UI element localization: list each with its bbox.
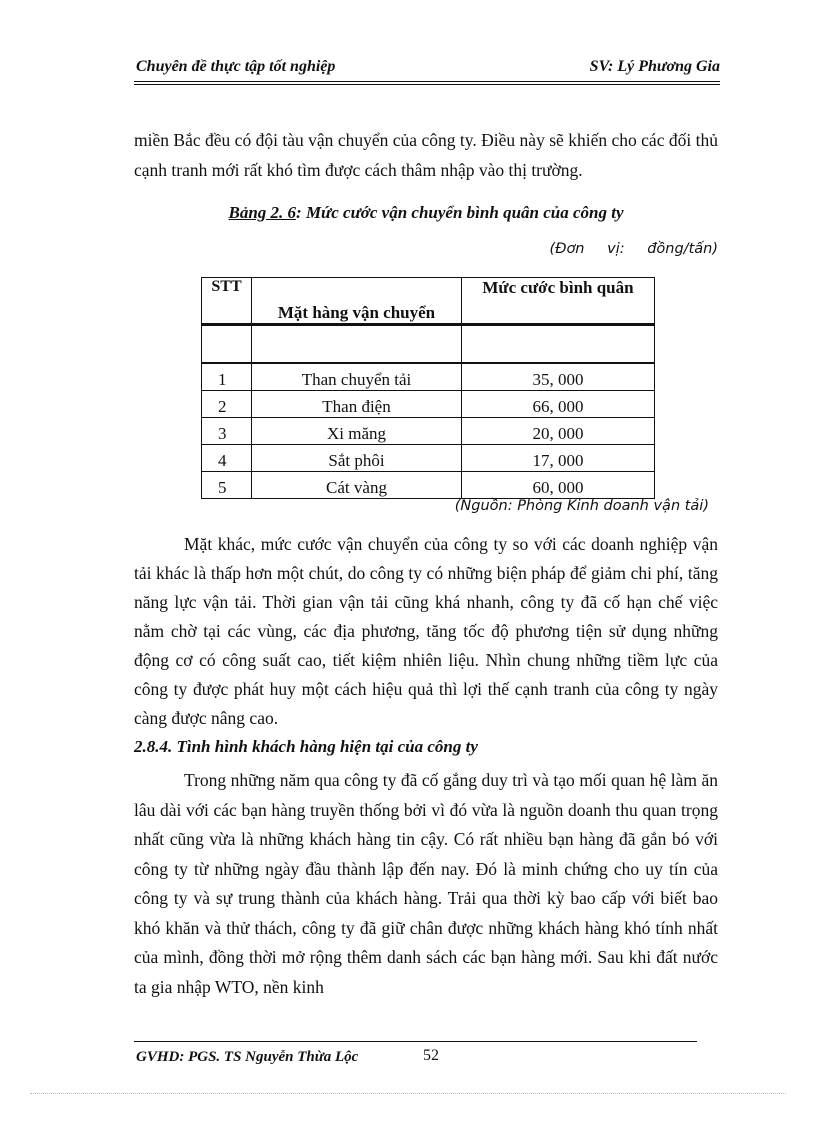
section-heading: 2.8.4. Tình hình khách hàng hiện tại của công ty bbox=[134, 737, 478, 756]
table-caption-label: Bảng 2. 6 bbox=[228, 203, 297, 222]
cell-rate: 66, 000 bbox=[462, 391, 655, 418]
header-item: Mặt hàng vận chuyển bbox=[252, 278, 462, 325]
page-edge-dots bbox=[30, 1093, 786, 1094]
header-document-title: Chuyên đề thực tập tốt nghiệp bbox=[136, 58, 336, 75]
cell-item: Than chuyển tải bbox=[252, 363, 462, 391]
cell-stt: 2 bbox=[202, 391, 252, 418]
table-header-row bbox=[202, 278, 655, 325]
header-divider bbox=[134, 81, 720, 85]
cell-stt: 1 bbox=[202, 363, 252, 391]
cell-rate: 20, 000 bbox=[462, 418, 655, 445]
cell-item: Xi măng bbox=[252, 418, 462, 445]
table-blank-row bbox=[202, 325, 655, 364]
freight-rate-table bbox=[201, 277, 655, 499]
paragraph-3: Trong những năm qua công ty đã cố gắng duy trì và tạo mối quan hệ làm ăn lâu dài với các bạn hàng truyền thống bởi vì đó vừa là nguồn doanh thu quan trọng nhất cũng vừa là những khách hàng tin cậy. Có rất nhiều bạn hàng đã gắn bó với công ty từ những ngày đầu thành lập đến nay. Đó là minh chứng cho uy tín của công ty và sự trung thành của khách hàng. Trải qua thời kỳ bao cấp với biết bao khó khăn và thử thách, công ty đã giữ chân được những khách hàng khó tính nhất của mình, đồng thời mở rộng thêm danh sách các bạn hàng mới. Sau khi đất nước ta gia nhập WTO, nền kinh bbox=[134, 770, 718, 997]
cell-rate: 35, 000 bbox=[462, 363, 655, 391]
page-number: 52 bbox=[423, 1047, 439, 1064]
table-caption bbox=[134, 203, 718, 223]
header-rate: Mức cước bình quân bbox=[462, 278, 655, 325]
cell-stt: 3 bbox=[202, 418, 252, 445]
table-row bbox=[202, 445, 655, 472]
cell-item: Cát vàng bbox=[252, 472, 462, 499]
table-unit: (Đơn vị: đồng/tấn) bbox=[549, 241, 718, 257]
cell-item: Sắt phôi bbox=[252, 445, 462, 472]
cell-rate: 17, 000 bbox=[462, 445, 655, 472]
table-row bbox=[202, 418, 655, 445]
paragraph-2: Mặt khác, mức cước vận chuyển của công ty so với các doanh nghiệp vận tải khác là thấp hơn một chút, do công ty có những biện pháp để giảm chi phí, tăng năng lực vận tải. Thời gian vận tải cũng khá nhanh, công ty đã cố hạn chế việc nằm chờ tại các vùng, các địa phương, tăng tốc độ phương tiện sử dụng những động cơ có công suất cao, tiết kiệm nhiên liệu. Nhìn chung những tiềm lực của công ty được phát huy một cách hiệu quả thì lợi thế cạnh tranh của công ty ngày càng được nâng cao. bbox=[134, 534, 718, 728]
table-caption-title: : Mức cước vận chuyển bình quân của công ty bbox=[296, 203, 624, 222]
header-student-name: SV: Lý Phương Gia bbox=[589, 58, 720, 75]
footer-advisor: GVHD: PGS. TS Nguyễn Thừa Lộc bbox=[136, 1049, 359, 1065]
table-row bbox=[202, 363, 655, 391]
header-stt: STT bbox=[202, 278, 252, 325]
table-row bbox=[202, 391, 655, 418]
footer-divider bbox=[134, 1041, 697, 1042]
intro-paragraph: miền Bắc đều có đội tàu vận chuyển của công ty. Điều này sẽ khiến cho các đối thủ cạnh tranh mới rất khó tìm được cách thâm nhập vào thị trường. bbox=[134, 130, 718, 180]
cell-stt: 5 bbox=[202, 472, 252, 499]
cell-rate: 60, 000 bbox=[462, 472, 655, 499]
table-source: (Nguồn: Phòng Kinh doanh vận tải) bbox=[454, 498, 709, 514]
table-row bbox=[202, 472, 655, 499]
cell-item: Than điện bbox=[252, 391, 462, 418]
cell-stt: 4 bbox=[202, 445, 252, 472]
